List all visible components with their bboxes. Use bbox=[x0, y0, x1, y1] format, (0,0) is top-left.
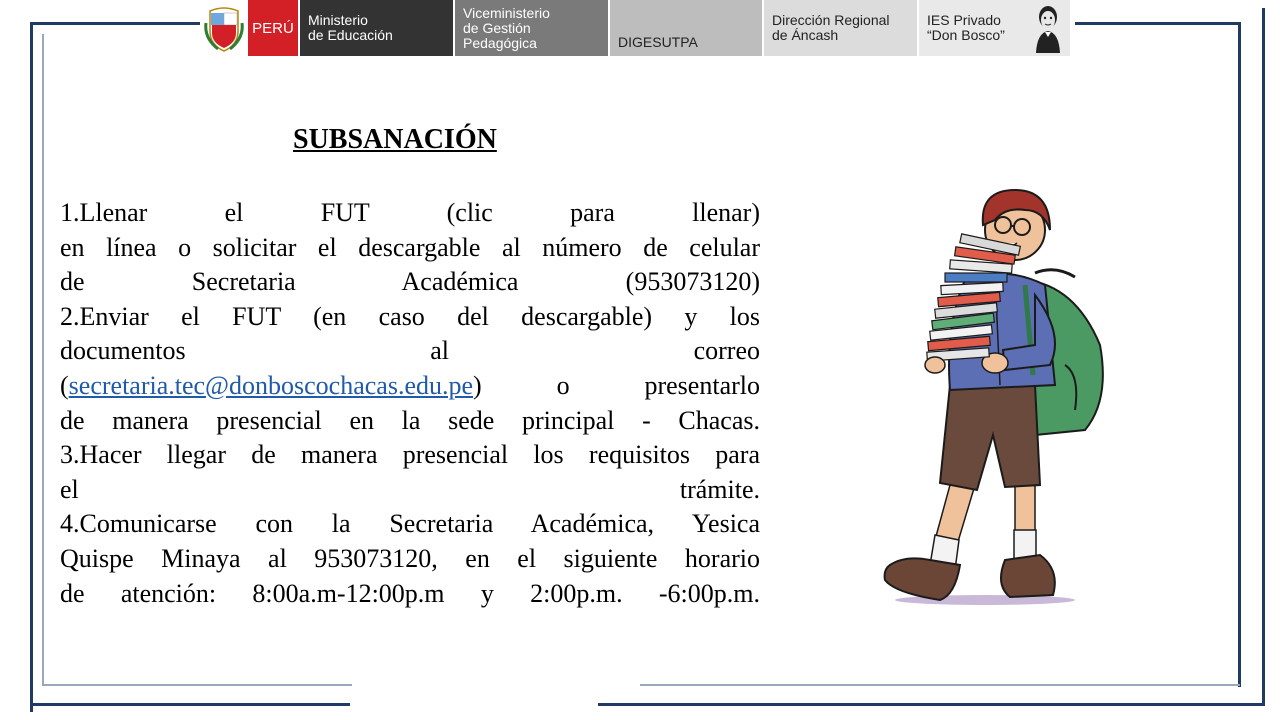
instructions-text bbox=[60, 196, 760, 611]
ies-line-2: “Don Bosco” bbox=[927, 27, 1005, 43]
peru-label: PERÚ bbox=[248, 0, 298, 56]
vice-line-1: Viceministerio bbox=[463, 4, 550, 21]
page-title: SUBSANACIÓN bbox=[293, 124, 497, 155]
frame-line bbox=[42, 684, 352, 686]
viceministerio-label bbox=[453, 0, 608, 56]
text-line: Quispe Minaya al 953073120, en el siguiente horario bbox=[60, 543, 760, 573]
frame-line bbox=[598, 703, 1265, 706]
text-line: 3.Hacer llegar de manera presencial los requisitos para bbox=[60, 440, 760, 470]
frame-line bbox=[1238, 22, 1241, 687]
text-line: en línea o solicitar el descargable al número de celular bbox=[60, 232, 760, 262]
frame-line bbox=[1075, 22, 1240, 25]
text-line: el trámite. bbox=[60, 474, 760, 504]
text-line: 4.Comunicarse con la Secretaria Académica, Yesica bbox=[60, 509, 760, 539]
text-line: 1.Llenar el FUT (clic para llenar) bbox=[60, 198, 760, 227]
digesutpa-label: DIGESUTPA bbox=[608, 0, 762, 56]
ies-don-bosco-label bbox=[917, 0, 1070, 56]
frame-line bbox=[30, 703, 350, 706]
email-line-tail: ) o presentarlo bbox=[473, 370, 760, 400]
text-line: de Secretaria Académica (953073120) bbox=[60, 267, 760, 297]
student-with-books-illustration bbox=[875, 185, 1115, 610]
paren-open: ( bbox=[60, 370, 69, 400]
ministerio-line-1: Ministerio bbox=[308, 12, 368, 28]
ies-line-1: IES Privado bbox=[927, 12, 1001, 28]
text-line: documentos al correo bbox=[60, 336, 760, 366]
direccion-line-1: Dirección Regional bbox=[772, 12, 890, 28]
frame-line bbox=[1262, 8, 1265, 703]
ministerio-label bbox=[298, 0, 453, 56]
email-link[interactable]: secretaria.tec@donboscochacas.edu.pe bbox=[68, 370, 474, 400]
frame-line bbox=[640, 684, 1240, 686]
text-line: 2.Enviar el FUT (en caso del descargable) y los bbox=[60, 301, 760, 331]
vice-line-2: de Gestión Pedagógica bbox=[463, 19, 537, 51]
text-line: de manera presencial en la sede principal - Chacas. bbox=[60, 405, 760, 435]
peru-coat-of-arms-icon bbox=[200, 0, 248, 56]
frame-line bbox=[30, 22, 33, 712]
text-line: de atención: 8:00a.m-12:00p.m y 2:00p.m. -6:00p.m. bbox=[60, 578, 760, 608]
direccion-regional-label bbox=[762, 0, 917, 56]
direccion-line-2: de Áncash bbox=[772, 27, 839, 43]
frame-line bbox=[30, 22, 205, 25]
email-line bbox=[60, 369, 760, 404]
institution-banner bbox=[200, 0, 1070, 56]
ministerio-line-2: de Educación bbox=[308, 27, 393, 43]
frame-line bbox=[42, 34, 44, 684]
don-bosco-portrait-icon bbox=[1032, 3, 1064, 53]
